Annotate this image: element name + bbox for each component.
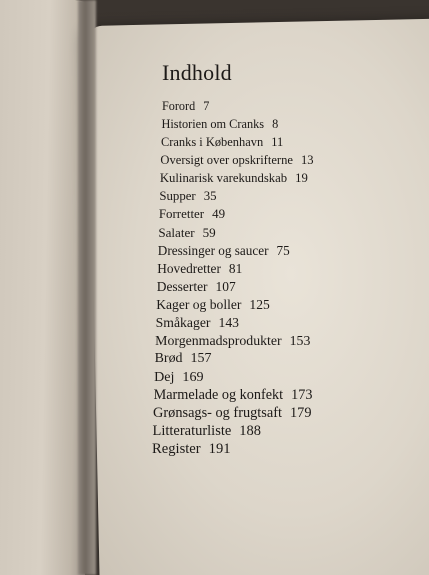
toc-entry: [161, 118, 278, 130]
toc-entry-page: 125: [249, 297, 270, 312]
toc-entry: [159, 190, 216, 203]
toc-entry-page: 188: [239, 423, 261, 439]
toc-entry-label: Cranks i København: [160, 135, 264, 149]
toc-entry-page: 35: [203, 189, 217, 203]
toc-entry-label: Dej: [154, 369, 175, 385]
toc-entry: [153, 424, 261, 438]
toc-entry: [157, 262, 242, 275]
toc-entry-label: Brød: [154, 351, 183, 366]
toc-entry-label: Supper: [159, 189, 196, 203]
toc-entry-label: Salater: [158, 225, 195, 240]
toc-entry-page: 157: [190, 351, 212, 366]
toc-entry-label: Register: [152, 441, 201, 457]
toc-entry-label: Historien om Cranks: [161, 117, 265, 131]
toc-entry-label: Forretter: [158, 206, 205, 221]
toc-entry-page: 11: [271, 135, 284, 149]
toc-entry-label: Litteraturliste: [152, 423, 232, 439]
toc-entry-page: 169: [182, 369, 204, 385]
toc-entry: [160, 172, 308, 185]
toc-entry-label: Grønsags- og frugtsaft: [153, 405, 282, 421]
toc-entry-page: 19: [295, 171, 308, 185]
toc-entry-label: Hovedretter: [157, 261, 221, 276]
toc-entry: [156, 298, 270, 312]
toc-entry: [154, 388, 313, 402]
toc-entry: [159, 208, 225, 221]
toc-entry-page: 173: [291, 387, 313, 403]
toc-entry-page: 153: [289, 333, 311, 348]
toc-entry-label: Småkager: [155, 315, 211, 330]
toc-entry: [158, 244, 290, 257]
toc-entry-label: Desserter: [156, 279, 208, 294]
toc-entry-label: Dressinger og saucer: [157, 243, 269, 258]
page-title: Indhold: [162, 60, 232, 85]
toc-entry: [155, 352, 212, 366]
toc-entry-page: 179: [289, 405, 312, 421]
toc-entry-page: 143: [218, 315, 240, 330]
toc-entry-page: 13: [300, 153, 314, 167]
toc-entry-page: 81: [228, 261, 243, 276]
toc-entry-page: 8: [272, 117, 279, 131]
toc-entry-page: 49: [212, 206, 226, 221]
toc-entry: [155, 334, 310, 348]
toc-entry-label: Morgenmadsprodukter: [155, 333, 282, 348]
toc-entry-page: 59: [202, 225, 216, 240]
toc-entry: [157, 280, 236, 293]
toc-entry: [152, 442, 231, 457]
toc-entry-label: Oversigt over opskrifterne: [160, 153, 293, 167]
toc-entry: [153, 406, 311, 420]
toc-entry-page: 191: [208, 441, 231, 457]
toc-entry: [160, 154, 313, 167]
toc-entry: [154, 370, 203, 384]
toc-entry-label: Kulinarisk varekundskab: [159, 171, 288, 185]
toc-entry-label: Marmelade og konfekt: [153, 387, 284, 403]
toc-entry-label: Kager og boller: [156, 297, 242, 312]
toc-entry-page: 7: [203, 99, 210, 113]
toc-entry: [161, 136, 283, 148]
toc-entry-page: 75: [276, 243, 290, 258]
toc-entry-page: 107: [215, 279, 236, 294]
toc-entry: [162, 100, 209, 112]
toc-entry: [158, 226, 215, 239]
toc-entry: [156, 316, 239, 330]
toc-entry-label: Forord: [162, 99, 196, 113]
